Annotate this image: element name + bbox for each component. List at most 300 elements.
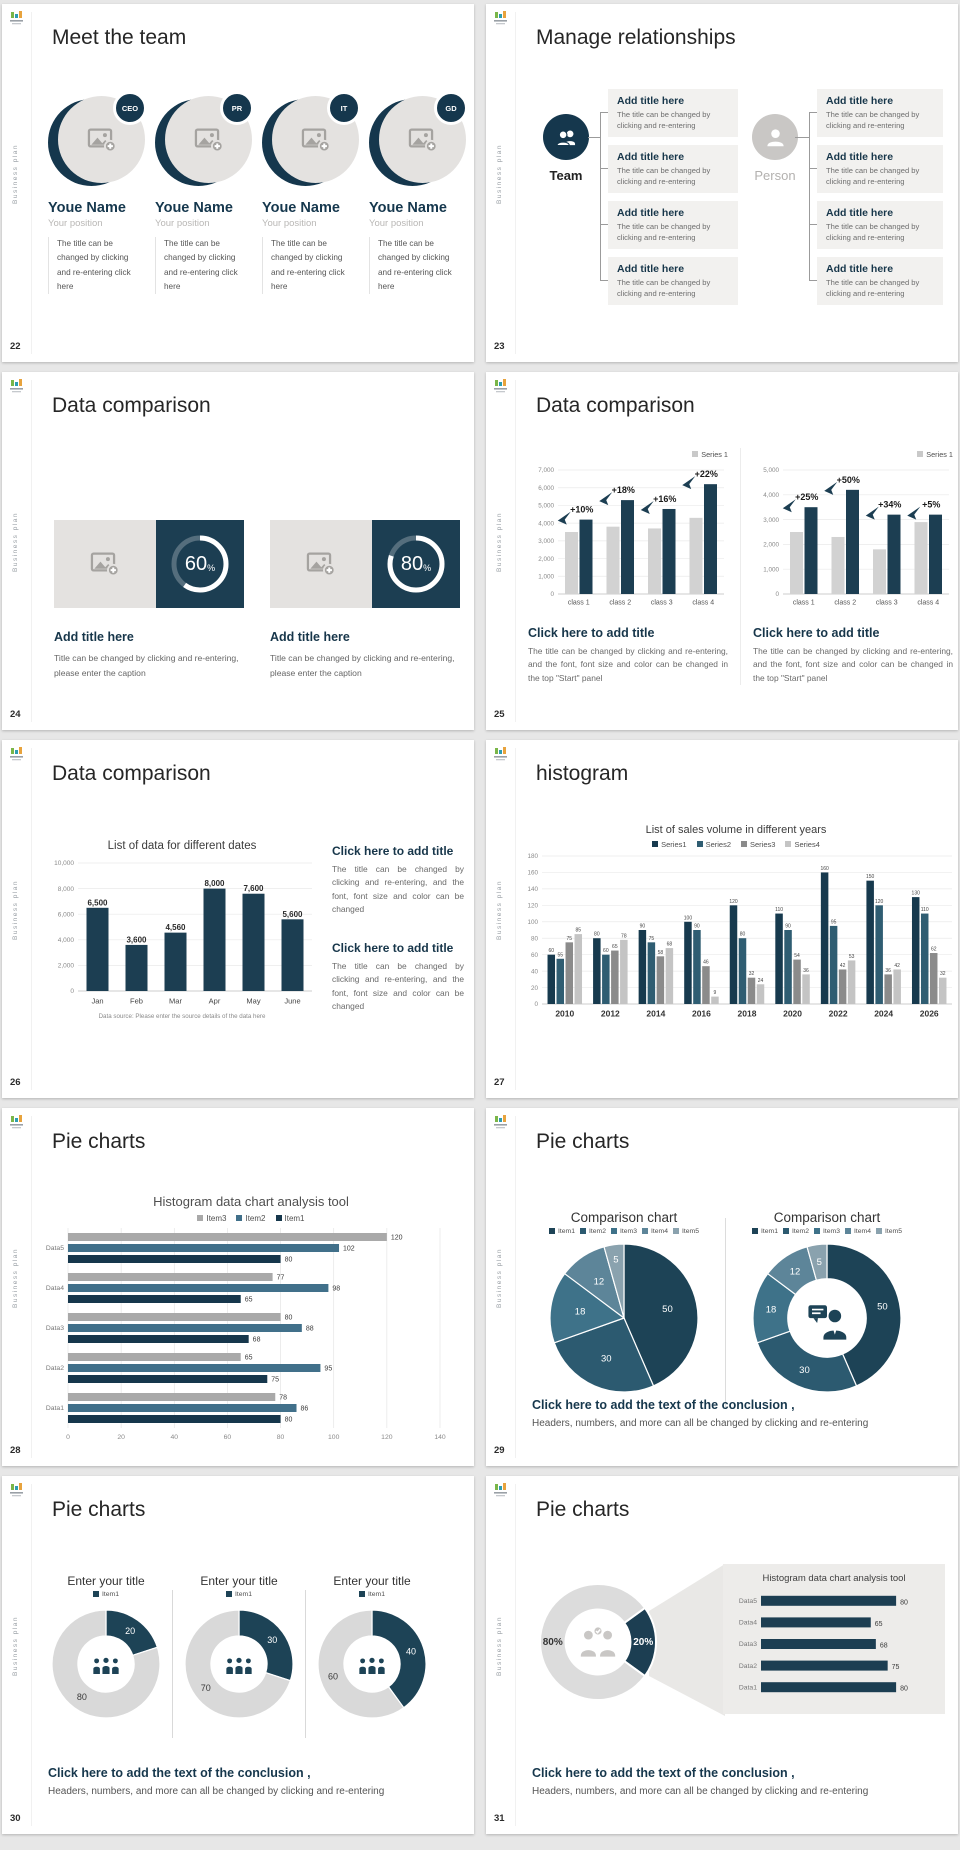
brand-logo bbox=[8, 379, 26, 395]
comparison-card bbox=[270, 520, 460, 680]
image-placeholder-icon bbox=[89, 548, 121, 580]
svg-text:2016: 2016 bbox=[691, 1008, 711, 1019]
brand-logo bbox=[8, 11, 26, 27]
slide-number: 23 bbox=[494, 341, 505, 352]
svg-text:Mar: Mar bbox=[169, 996, 182, 1006]
svg-text:68: 68 bbox=[879, 1642, 888, 1650]
person-circle bbox=[752, 114, 798, 160]
svg-text:5,000: 5,000 bbox=[763, 467, 779, 475]
box-text: The title can be changed by clicking and re-entering bbox=[826, 110, 920, 130]
slide-31-donut-detail[interactable] bbox=[486, 1476, 958, 1834]
svg-text:120: 120 bbox=[729, 898, 738, 905]
sidebar-vertical-label: Business plan bbox=[12, 144, 19, 204]
team-member bbox=[48, 96, 145, 294]
svg-text:3,000: 3,000 bbox=[538, 538, 554, 546]
svg-text:68: 68 bbox=[252, 1336, 261, 1344]
svg-text:Data2: Data2 bbox=[45, 1365, 64, 1373]
slide-title: Data comparison bbox=[52, 394, 211, 417]
box-title: Add title here bbox=[826, 95, 894, 107]
card-title: Add title here bbox=[270, 630, 350, 644]
svg-text:30: 30 bbox=[799, 1364, 810, 1376]
sidebar-vertical-label: Business plan bbox=[12, 512, 19, 572]
svg-text:80: 80 bbox=[900, 1685, 908, 1693]
slide-30-three-donuts[interactable] bbox=[2, 1476, 474, 1834]
svg-text:80: 80 bbox=[284, 1416, 293, 1424]
slide-number: 25 bbox=[494, 709, 505, 720]
svg-text:54: 54 bbox=[794, 953, 800, 960]
svg-text:2018: 2018 bbox=[737, 1008, 757, 1019]
slide-number: 27 bbox=[494, 1077, 505, 1088]
slide-sidebar bbox=[2, 372, 32, 730]
block-caption: The title can be changed by clicking and re-entering, and the font, font size and color can be changed bbox=[332, 864, 464, 915]
slide-title: Data comparison bbox=[536, 394, 695, 417]
svg-text:110: 110 bbox=[775, 907, 784, 914]
block-caption: The title can be changed by clicking and re-entering, and the font, font size and color can be changed in the top "Start" panel bbox=[753, 646, 953, 683]
slide-number: 29 bbox=[494, 1445, 505, 1456]
svg-text:30: 30 bbox=[601, 1353, 612, 1365]
svg-text:20: 20 bbox=[117, 1434, 125, 1441]
svg-text:1,000: 1,000 bbox=[538, 573, 554, 581]
sidebar-vertical-label: Business plan bbox=[12, 1248, 19, 1308]
svg-text:4,560: 4,560 bbox=[165, 923, 186, 933]
image-placeholder bbox=[54, 520, 156, 608]
chart-legend: Item1 bbox=[306, 1588, 438, 1600]
connector-line bbox=[600, 224, 608, 225]
slide-28-horizontal-bars[interactable] bbox=[2, 1108, 474, 1466]
slide-number: 26 bbox=[10, 1077, 21, 1088]
box-text: The title can be changed by clicking and re-entering bbox=[826, 166, 920, 186]
svg-text:Data5: Data5 bbox=[45, 1245, 64, 1253]
connector-line bbox=[809, 112, 810, 281]
svg-text:80: 80 bbox=[284, 1314, 293, 1322]
block-title: Click here to add title bbox=[753, 626, 880, 640]
svg-text:6,000: 6,000 bbox=[57, 911, 74, 919]
people-icon bbox=[316, 1608, 428, 1725]
donut-panel bbox=[306, 1574, 438, 1738]
chart-title: Enter your title bbox=[67, 1574, 145, 1588]
svg-text:0: 0 bbox=[534, 1001, 538, 1009]
slide-title: Pie charts bbox=[536, 1130, 630, 1153]
svg-text:class 4: class 4 bbox=[692, 599, 715, 607]
funnel-shape bbox=[649, 1564, 725, 1716]
member-name: Youe Name bbox=[48, 200, 126, 216]
svg-text:class 1: class 1 bbox=[567, 599, 590, 607]
svg-text:36: 36 bbox=[803, 967, 809, 974]
box-text: The title can be changed by clicking and re-entering bbox=[617, 222, 711, 242]
chart-legend: Item3 Item2 Item1 bbox=[32, 1212, 470, 1224]
svg-text:6,000: 6,000 bbox=[538, 484, 554, 492]
text-block bbox=[332, 844, 464, 917]
slide-title: Meet the team bbox=[52, 26, 187, 49]
chart-legend: Item1 Item2 Item3 Item4 Item5 bbox=[729, 1225, 925, 1237]
svg-text:65: 65 bbox=[244, 1296, 253, 1304]
svg-text:160: 160 bbox=[527, 869, 538, 877]
role-badge: GD bbox=[434, 91, 468, 125]
svg-text:5: 5 bbox=[816, 1256, 822, 1268]
person-icon bbox=[762, 124, 789, 151]
image-placeholder-icon bbox=[86, 124, 118, 156]
svg-text:0: 0 bbox=[70, 988, 74, 996]
relationship-box bbox=[608, 145, 738, 193]
analysis-chart-block bbox=[32, 1194, 470, 1447]
svg-text:0: 0 bbox=[66, 1434, 70, 1441]
progress-ring-box bbox=[372, 520, 460, 608]
svg-text:4,000: 4,000 bbox=[763, 492, 779, 499]
pie-panel bbox=[526, 1210, 722, 1408]
sales-histogram-block bbox=[518, 824, 954, 1025]
chart-legend: Series 1 bbox=[528, 448, 728, 460]
svg-text:18: 18 bbox=[574, 1306, 586, 1318]
text-column bbox=[332, 844, 464, 1014]
box-text: The title can be changed by clicking and re-entering bbox=[826, 222, 920, 242]
slide-26-data-comparison-monthly[interactable] bbox=[2, 740, 474, 1098]
svg-text:95: 95 bbox=[830, 919, 837, 926]
svg-text:46: 46 bbox=[703, 959, 709, 966]
brand-logo bbox=[8, 1115, 26, 1131]
people-icon bbox=[50, 1608, 162, 1725]
svg-text:120: 120 bbox=[390, 1234, 403, 1242]
chart-title: Comparison chart bbox=[570, 1210, 678, 1225]
svg-text:40: 40 bbox=[530, 968, 538, 976]
member-description: The title can be changed by clicking and re-entering click here bbox=[155, 237, 246, 294]
svg-text:40: 40 bbox=[170, 1434, 179, 1441]
donut-panel bbox=[173, 1574, 305, 1738]
svg-text:2,000: 2,000 bbox=[763, 541, 779, 549]
chart-title: Histogram data chart analysis tool bbox=[762, 1573, 906, 1584]
bar-chart bbox=[44, 855, 316, 1007]
svg-text:180: 180 bbox=[527, 853, 538, 861]
chart-legend: Item1 Item2 Item3 Item4 Item5 bbox=[526, 1225, 722, 1237]
box-title: Add title here bbox=[617, 263, 685, 275]
slide-title: Pie charts bbox=[52, 1498, 146, 1521]
box-text: The title can be changed by clicking and re-entering bbox=[617, 110, 711, 130]
horizontal-bar-chart bbox=[729, 1586, 939, 1702]
svg-text:102: 102 bbox=[343, 1245, 355, 1253]
svg-text:5: 5 bbox=[613, 1254, 619, 1266]
chart-title: Enter your title bbox=[333, 1574, 411, 1588]
sidebar-vertical-label: Business plan bbox=[496, 1616, 503, 1676]
person-speech-icon bbox=[751, 1242, 903, 1399]
svg-text:50: 50 bbox=[662, 1303, 673, 1315]
svg-text:55: 55 bbox=[557, 952, 564, 959]
svg-text:32: 32 bbox=[939, 971, 946, 978]
comparison-card bbox=[54, 520, 244, 680]
svg-text:10,000: 10,000 bbox=[54, 860, 74, 868]
svg-text:86: 86 bbox=[300, 1405, 309, 1413]
brand-logo bbox=[492, 1483, 510, 1499]
svg-text:40: 40 bbox=[406, 1646, 417, 1657]
svg-text:class 4: class 4 bbox=[917, 599, 940, 607]
svg-text:2024: 2024 bbox=[874, 1008, 894, 1019]
svg-text:20%: 20% bbox=[633, 1637, 654, 1648]
image-placeholder bbox=[270, 520, 372, 608]
slide-number: 30 bbox=[10, 1813, 21, 1824]
svg-text:98: 98 bbox=[332, 1285, 341, 1293]
member-position: Your position bbox=[48, 218, 103, 229]
box-title: Add title here bbox=[617, 207, 685, 219]
team-member bbox=[262, 96, 359, 294]
relationship-box bbox=[817, 257, 943, 305]
role-badge: PR bbox=[220, 91, 254, 125]
card-caption: Title can be changed by clicking and re-entering, please enter the caption bbox=[54, 653, 239, 678]
svg-text:100: 100 bbox=[527, 918, 538, 926]
svg-text:Data5: Data5 bbox=[738, 1598, 757, 1605]
member-description: The title can be changed by clicking and re-entering click here bbox=[262, 237, 353, 294]
svg-text:30: 30 bbox=[267, 1634, 278, 1645]
svg-text:2,000: 2,000 bbox=[538, 555, 554, 563]
svg-text:80: 80 bbox=[284, 1256, 293, 1264]
slide-29-pie-comparison[interactable] bbox=[486, 1108, 958, 1466]
block-caption: The title can be changed by clicking and re-entering, and the font, font size and color can be changed bbox=[332, 960, 464, 1012]
svg-text:150: 150 bbox=[865, 874, 875, 881]
member-position: Your position bbox=[262, 218, 317, 229]
svg-text:80: 80 bbox=[739, 931, 746, 938]
relationship-box bbox=[817, 201, 943, 249]
slide-25-data-comparison-charts[interactable] bbox=[486, 372, 958, 730]
person-label: Person bbox=[754, 168, 796, 183]
svg-text:+50%: +50% bbox=[836, 474, 860, 485]
brand-logo bbox=[492, 11, 510, 27]
slide-number: 24 bbox=[10, 709, 21, 720]
chart-legend: Item1 bbox=[173, 1588, 305, 1600]
svg-text:42: 42 bbox=[839, 962, 846, 969]
box-title: Add title here bbox=[617, 95, 685, 107]
svg-text:140: 140 bbox=[434, 1434, 446, 1441]
conclusion-title: Click here to add the text of the conclusion , bbox=[48, 1766, 311, 1780]
block-caption: The title can be changed by clicking and re-entering, and the font, font size and color can be changed in the top "Start" panel bbox=[528, 646, 728, 683]
conclusion-text: Headers, numbers, and more can all be changed by clicking and re-entering bbox=[532, 1418, 869, 1429]
horizontal-bar-chart bbox=[32, 1224, 470, 1442]
svg-text:20: 20 bbox=[125, 1625, 136, 1636]
slide-number: 22 bbox=[10, 341, 21, 352]
svg-text:36: 36 bbox=[885, 967, 891, 974]
relationship-box bbox=[817, 145, 943, 193]
svg-text:+5%: +5% bbox=[922, 499, 941, 510]
svg-text:80: 80 bbox=[594, 931, 600, 938]
svg-text:62: 62 bbox=[930, 946, 937, 953]
relationship-box bbox=[608, 257, 738, 305]
svg-text:class 1: class 1 bbox=[792, 599, 815, 607]
svg-text:18: 18 bbox=[765, 1304, 777, 1316]
connector-line bbox=[809, 112, 817, 113]
svg-text:50: 50 bbox=[877, 1301, 888, 1313]
member-position: Your position bbox=[155, 218, 210, 229]
svg-text:75: 75 bbox=[271, 1376, 280, 1384]
svg-text:60: 60 bbox=[548, 948, 555, 955]
svg-text:7,000: 7,000 bbox=[538, 467, 554, 475]
card-title: Add title here bbox=[54, 630, 134, 644]
slide-23-manage-relationships[interactable] bbox=[486, 4, 958, 362]
member-name: Youe Name bbox=[262, 200, 340, 216]
svg-text:8,000: 8,000 bbox=[204, 879, 225, 889]
svg-text:Data4: Data4 bbox=[45, 1285, 64, 1293]
team-member bbox=[155, 96, 252, 294]
svg-text:Data2: Data2 bbox=[738, 1662, 757, 1670]
text-block bbox=[332, 941, 464, 1014]
conclusion-title: Click here to add the text of the conclusion , bbox=[532, 1766, 795, 1780]
svg-text:68: 68 bbox=[666, 941, 673, 948]
svg-text:75: 75 bbox=[648, 935, 655, 942]
svg-text:Jan: Jan bbox=[91, 996, 104, 1006]
svg-text:+25%: +25% bbox=[795, 492, 819, 503]
slide-sidebar bbox=[2, 1476, 32, 1834]
chart-title: Histogram data chart analysis tool bbox=[153, 1194, 349, 1209]
svg-text:53: 53 bbox=[848, 953, 855, 960]
svg-text:3,000: 3,000 bbox=[763, 516, 779, 524]
slide-24-data-comparison[interactable] bbox=[2, 372, 474, 730]
svg-text:130: 130 bbox=[911, 890, 920, 897]
svg-text:2,000: 2,000 bbox=[57, 962, 74, 970]
svg-text:class 2: class 2 bbox=[609, 599, 632, 607]
sidebar-vertical-label: Business plan bbox=[12, 1616, 19, 1676]
people-check-icon bbox=[538, 1582, 658, 1702]
slide-sidebar bbox=[2, 4, 32, 362]
slide-sidebar bbox=[486, 4, 516, 362]
connector-line bbox=[809, 224, 817, 225]
image-placeholder-icon bbox=[407, 124, 439, 156]
svg-text:75: 75 bbox=[566, 935, 573, 942]
member-description: The title can be changed by clicking and re-entering click here bbox=[369, 237, 460, 294]
svg-text:8,000: 8,000 bbox=[57, 885, 74, 893]
member-name: Youe Name bbox=[369, 200, 447, 216]
svg-text:class 3: class 3 bbox=[875, 599, 898, 607]
chart-legend: Series1 Series2 Series3 Series4 bbox=[518, 838, 954, 850]
connector-line bbox=[600, 168, 608, 169]
block-title: Click here to add title bbox=[528, 626, 655, 640]
svg-text:7,600: 7,600 bbox=[243, 884, 264, 894]
chart-title: List of sales volume in different years bbox=[645, 824, 827, 836]
box-text: The title can be changed by clicking and re-entering bbox=[617, 278, 711, 298]
svg-text:12: 12 bbox=[789, 1266, 801, 1278]
slide-number: 28 bbox=[10, 1445, 21, 1456]
slide-title: Pie charts bbox=[536, 1498, 630, 1521]
box-text: The title can be changed by clicking and re-entering bbox=[617, 166, 711, 186]
connector-line bbox=[588, 137, 600, 138]
svg-text:90: 90 bbox=[639, 923, 646, 930]
box-text: The title can be changed by clicking and re-entering bbox=[826, 278, 920, 298]
box-title: Add title here bbox=[826, 207, 894, 219]
svg-text:24: 24 bbox=[757, 977, 764, 984]
conclusion bbox=[532, 1766, 942, 1797]
svg-text:9: 9 bbox=[713, 990, 717, 997]
member-position: Your position bbox=[369, 218, 424, 229]
svg-text:class 3: class 3 bbox=[650, 599, 673, 607]
svg-text:1,000: 1,000 bbox=[763, 566, 779, 574]
svg-text:80: 80 bbox=[900, 1599, 908, 1607]
svg-text:4,000: 4,000 bbox=[538, 520, 554, 528]
brand-logo bbox=[492, 1115, 510, 1131]
svg-text:20: 20 bbox=[530, 984, 538, 992]
connector-line bbox=[809, 280, 817, 281]
svg-text:Data3: Data3 bbox=[45, 1325, 64, 1333]
team-member bbox=[369, 96, 466, 294]
svg-text:110: 110 bbox=[920, 907, 929, 914]
block-title: Click here to add title bbox=[332, 844, 454, 858]
svg-text:2026: 2026 bbox=[919, 1008, 939, 1019]
member-description: The title can be changed by clicking and re-entering click here bbox=[48, 237, 139, 294]
svg-text:60: 60 bbox=[603, 948, 609, 955]
card-caption: Title can be changed by clicking and re-entering, please enter the caption bbox=[270, 653, 455, 678]
grouped-bar-chart bbox=[518, 850, 954, 1020]
team-circle bbox=[543, 114, 589, 160]
grouped-bar-chart bbox=[528, 460, 728, 608]
block-title: Click here to add title bbox=[332, 940, 454, 955]
chart-title: List of data for different dates bbox=[107, 840, 257, 852]
chart-block-right bbox=[740, 448, 953, 685]
svg-text:+34%: +34% bbox=[878, 499, 902, 510]
conclusion-title: Click here to add the text of the conclusion , bbox=[532, 1398, 795, 1412]
progress-value: 80 % bbox=[400, 552, 432, 575]
analysis-panel bbox=[723, 1564, 945, 1714]
svg-text:160: 160 bbox=[820, 865, 829, 872]
svg-text:Apr: Apr bbox=[208, 996, 221, 1006]
brand-logo bbox=[8, 1483, 26, 1499]
sidebar-vertical-label: Business plan bbox=[12, 880, 19, 940]
connector-line bbox=[600, 280, 608, 281]
svg-text:2022: 2022 bbox=[828, 1008, 848, 1019]
slide-sidebar bbox=[486, 740, 516, 1098]
team-icon bbox=[553, 124, 580, 151]
svg-text:85: 85 bbox=[575, 927, 582, 934]
donut-panel bbox=[729, 1210, 925, 1408]
slide-22-meet-the-team[interactable] bbox=[2, 4, 474, 362]
chart-title: Comparison chart bbox=[773, 1210, 881, 1225]
box-title: Add title here bbox=[826, 151, 894, 163]
team-members-row bbox=[48, 96, 466, 294]
sidebar-vertical-label: Business plan bbox=[496, 880, 503, 940]
slide-27-histogram[interactable] bbox=[486, 740, 958, 1098]
image-placeholder-icon bbox=[193, 124, 225, 156]
svg-text:Data4: Data4 bbox=[738, 1619, 757, 1627]
svg-text:95: 95 bbox=[324, 1365, 333, 1373]
svg-text:80%: 80% bbox=[542, 1637, 563, 1648]
svg-text:Data1: Data1 bbox=[738, 1684, 757, 1692]
slide-sidebar bbox=[2, 1108, 32, 1466]
image-placeholder-icon bbox=[305, 548, 337, 580]
svg-text:78: 78 bbox=[279, 1394, 288, 1402]
svg-text:+10%: +10% bbox=[570, 504, 594, 515]
slide-sidebar bbox=[2, 740, 32, 1098]
connector-line bbox=[809, 168, 817, 169]
image-placeholder-icon bbox=[300, 124, 332, 156]
connector-line bbox=[600, 112, 601, 281]
svg-text:2010: 2010 bbox=[555, 1008, 575, 1019]
svg-text:80: 80 bbox=[530, 935, 538, 943]
brand-logo bbox=[492, 747, 510, 763]
svg-text:+22%: +22% bbox=[694, 469, 718, 480]
svg-text:+16%: +16% bbox=[653, 493, 677, 504]
slide-title: Pie charts bbox=[52, 1130, 146, 1153]
svg-text:80: 80 bbox=[76, 1692, 87, 1703]
donut-panel bbox=[40, 1574, 172, 1738]
svg-text:3,600: 3,600 bbox=[126, 935, 147, 945]
comparison-cards bbox=[54, 520, 460, 680]
svg-text:4,000: 4,000 bbox=[57, 937, 74, 944]
chart-title: Enter your title bbox=[200, 1574, 278, 1588]
svg-text:class 2: class 2 bbox=[834, 599, 857, 607]
svg-text:6,500: 6,500 bbox=[87, 898, 108, 908]
svg-text:2020: 2020 bbox=[783, 1008, 803, 1019]
svg-text:60: 60 bbox=[530, 951, 538, 959]
role-badge: CEO bbox=[113, 91, 147, 125]
svg-text:5,000: 5,000 bbox=[538, 502, 554, 510]
slide-number: 31 bbox=[494, 1813, 505, 1824]
connector-line bbox=[795, 137, 809, 138]
svg-text:65: 65 bbox=[874, 1620, 883, 1628]
svg-text:58: 58 bbox=[657, 949, 664, 956]
svg-text:0: 0 bbox=[550, 591, 554, 599]
sidebar-vertical-label: Business plan bbox=[496, 512, 503, 572]
